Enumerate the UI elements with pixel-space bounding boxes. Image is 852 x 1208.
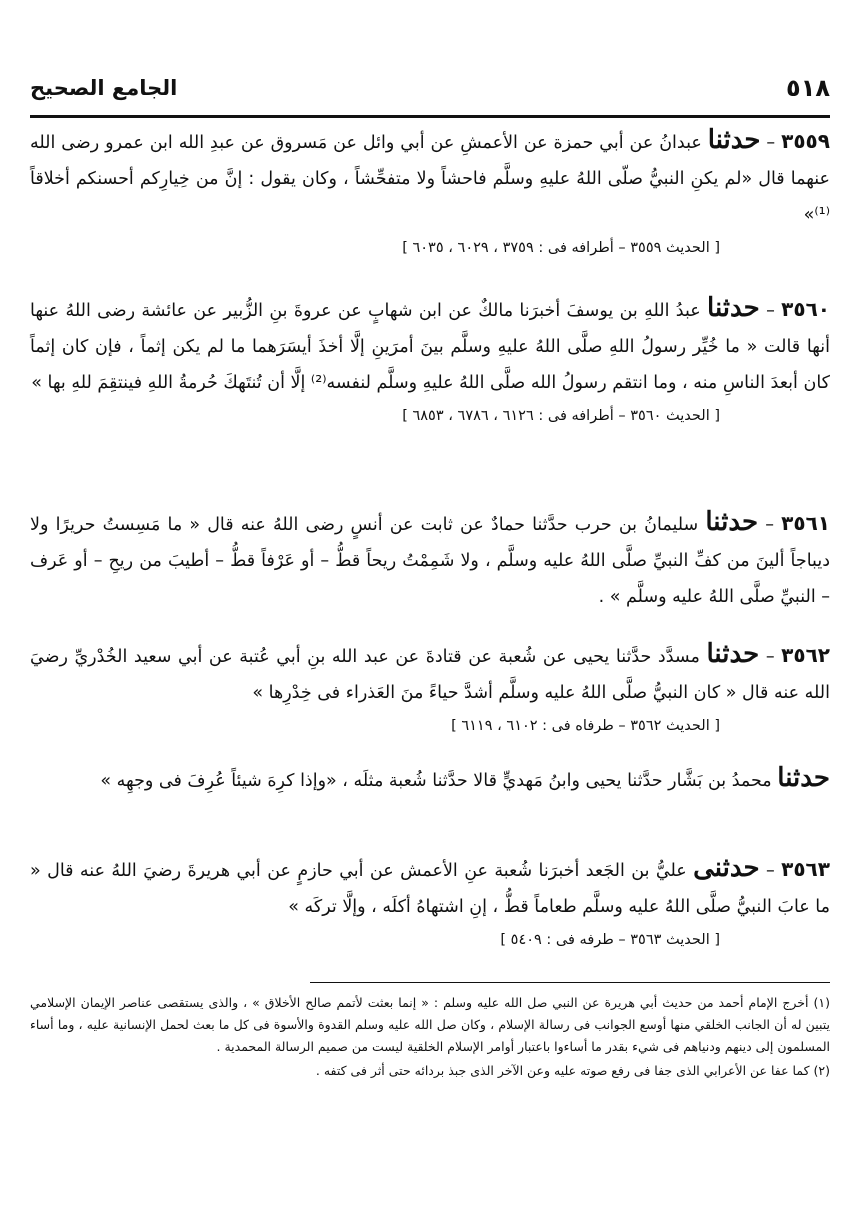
haddatha-word: حدثنا [707,293,760,323]
hadith-3560 [30,290,830,431]
footnote-2: (٢) كما عفا عن الأعرابي الذى جفا فى رفع صوته عليه وعن الآخر الذى جبذ بردائه حتى أثر فى كتفه . [315,1063,830,1078]
hadith-number: ٣٥٦١ [781,511,830,535]
book-title: الجامع الصحيح [30,76,178,100]
hadith-number: ٣٥٦٠ [781,297,830,321]
hadith-dash: – [759,647,775,667]
book-page [30,60,830,1180]
hadith-text: عليُّ بن الجَعد أخبرَنا شُعبة عنِ الأعمش عن أبي حازمٍ عن أبي هريرةَ رضيَ اللهُ عنه قال « ما عابَ النبيُّ صلَّى اللهُ عليه وسلَّم طعاماً قطُّ ، إنِ اشتهاهُ أكلَه ، وإلَّا تركَه » [30,861,830,917]
header-rule [30,115,830,118]
hadith-dash: – [759,301,775,321]
hadith-text: عبدُ اللهِ بن يوسفَ أخبرَنا مالكٌ عن ابن شهابٍ عن عروةَ بنِ الزُّبير عن عائشة رضى اللهُ عنها أنها قالت « ما خُيِّر رسولُ اللهِ صلَّى اللهُ عليهِ وسلَّم بينَ أمرَينِ إلَّا أخذَ أيسَرَهما ما لم يكن إثماً ، فإن كان إثماً كان أبعدَ الناسِ منه ، وما انتقم رسولُ الله صلَّى اللهُ عليهِ وسلَّم لنفسه⁽²⁾ إلَّا أن تُنتَهكَ حُرمةُ اللهِ فينتقِمَ للهِ بها » [30,301,830,393]
footnote-rule [310,982,830,983]
hadith-3561 [30,504,830,615]
haddatha-word: حدثنى [693,853,760,883]
hadith-number: ٣٥٦٢ [781,643,830,667]
page-header [30,68,830,108]
hadith-text: مسدَّد حدَّثنا يحيى عن شُعبة عن قتادةَ عن عبد الله بنِ أبي عُتبة عن أبي سعيد الخُدْريِّ رضيَ الله عنه قال « كان النبيُّ صلَّى اللهُ عليه وسلَّم أشدَّ حياءً منَ العَذراء فى خِدْرِها » [30,647,830,703]
hadith-dash: – [758,515,775,535]
hadith-cross-reference: [ الحديث ٣٥٦٣ – طرفه فى : ٥٤٠٩ ] [500,932,720,948]
hadith-text: سليمانُ بن حرب حدَّثنا حمادٌ عن ثابت عن أنسٍ رضى اللهُ عنه قال « ما مَسِستُ حريرًا ولا ديباجاً ألينَ من كفِّ النبيِّ صلَّى اللهُ عليه وسلَّم ، ولا شَمِمْتُ ريحاً قطُّ – أو عَرْفاً قطُّ – أطيبَ من ريحِ – أو عَرف – النبيِّ صلَّى اللهُ عليه وسلَّم » . [30,515,830,607]
haddatha-word: حدثنا [707,125,761,155]
hadith-dash: – [759,861,775,881]
hadith-cross-reference: [ الحديث ٣٥٦٠ – أطرافه فى : ٦١٢٦ ، ٦٧٨٦ ، ٦٨٥٣ ] [402,408,720,424]
haddatha-word: حدثنا [777,763,830,793]
hadith-3559 [30,122,830,263]
haddatha-word: حدثنا [705,507,759,537]
hadith-text: عبدانُ عن أبي حمزة عن الأعمشِ عن أبي وائل عن مَسروق عن عبدِ الله ابن عمرو رضى الله عنهما قال «لم يكنِ النبيُّ صلّى اللهُ عليهِ وسلَّم فاحشاً ولا متفحِّشاً ، وكان يقول : إنَّ من خِيارِكم أحسنكم أخلاقاً ⁽¹⁾» [30,133,830,225]
hadith-dash: – [760,133,776,153]
page-number: ٥١٨ [786,74,830,102]
footnote-1: (١) أخرج الإمام أحمد من حديث أبي هريرة عن النبي صل الله عليه وسلم : « إنما بعثت لأتمم صالح الأخلاق » ، والذى يستقصى عناصر الإيمان الإسلامي يتبين له أن الجانب الخلقي منها أوسع الجوانب فى رسالة الإسلام ، وكان صل الله عليه وسلم القدوة والأسوة فى كل ما بعث لحمل الإنسانية عليه ، وما أساء المسلمون إلى دينهم ودنياهم فى شيء بقدر ما أساءوا باعتبار أوامر الإسلام الخلقية ليست من صميم الرسالة المحمدية . [30,995,830,1054]
hadith-3563 [30,850,830,955]
hadith-3562 [30,636,830,741]
hadith-text: محمدُ بن بَشَّار حدَّثنا يحيى وابنُ مَهديٍّ قالا حدَّثنا شُعبة مثلَه ، «وإذا كرِهَ شيئاً عُرِفَ فى وجهِه » [100,771,772,791]
hadith-cross-reference: [ الحديث ٣٥٥٩ – أطرافه فى : ٣٧٥٩ ، ٦٠٢٩ ، ٦٠٣٥ ] [402,240,720,256]
hadith-number: ٣٥٥٩ [781,129,830,153]
footnotes [30,992,830,1084]
hadith-cross-reference: [ الحديث ٣٥٦٢ – طرفاه فى : ٦١٠٢ ، ٦١١٩ ] [451,718,720,734]
hadith-sub-chain [30,760,830,799]
hadith-number: ٣٥٦٣ [781,857,830,881]
haddatha-word: حدثنا [706,639,760,669]
